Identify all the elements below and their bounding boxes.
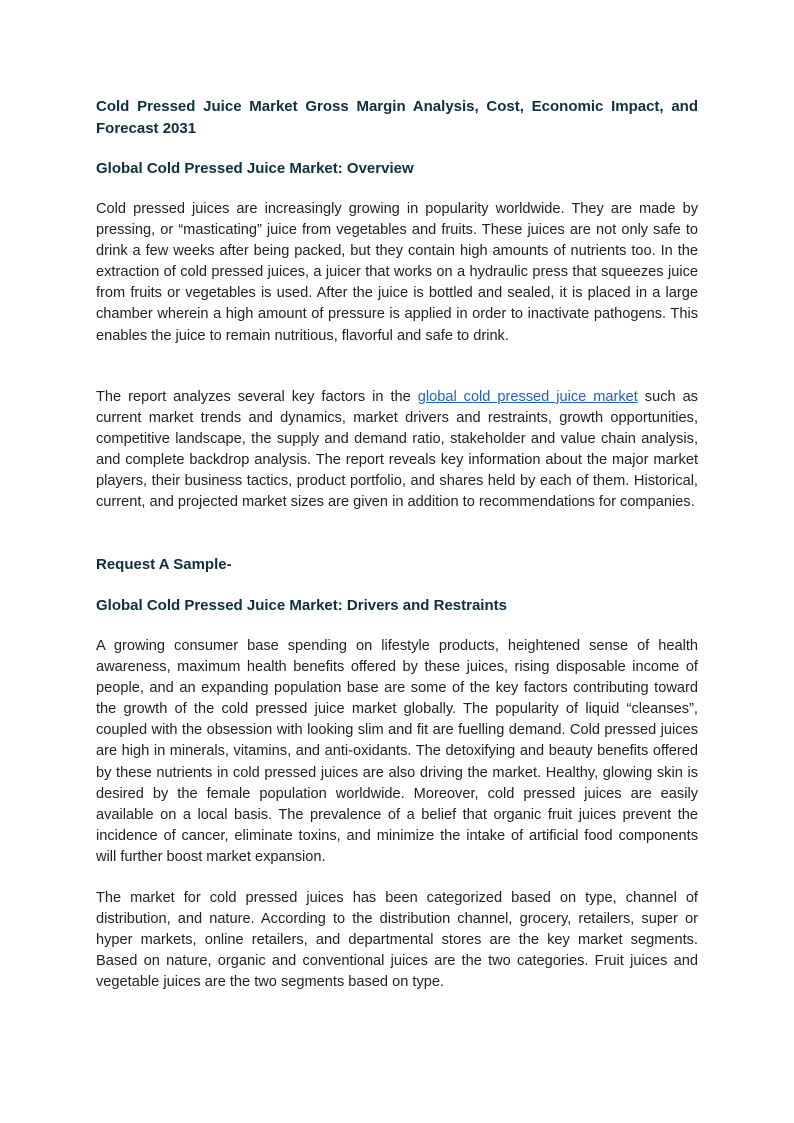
overview-paragraph-2 [96,387,698,514]
drivers-paragraph-1: A growing consumer base spending on lifestyle products, heightened sense of health awareness, maximum health benefits offered by these juices, rising disposable income of people, and an expanding population base are some of the key factors contributing toward the growth of the cold pressed juice market globally. The popularity of liquid “cleanses”, coupled with the obsession with looking slim and fit are fuelling demand. Cold pressed juices are high in minerals, vitamins, and anti-oxidants. The detoxifying and beauty benefits offered by these nutrients in cold pressed juices are also driving the market. Healthy, glowing skin is desired by the female population worldwide. Moreover, cold pressed juices are easily available on a local basis. The prevalence of a belief that organic fruit juices prevent the incidence of cancer, eliminate toxins, and minimize the intake of artificial food components will further boost market expansion. [96,638,698,865]
document-title: Cold Pressed Juice Market Gross Margin Analysis, Cost, Economic Impact, and Forecast 2031 [96,98,698,137]
overview-heading: Global Cold Pressed Juice Market: Overview [96,160,414,177]
drivers-paragraph-2: The market for cold pressed juices has been categorized based on type, channel of distribution, and nature. According to the distribution channel, grocery, retailers, super or hyper markets, online retailers, and departmental stores are the key market segments. Based on nature, organic and conventional juices are the two categories. Fruit juices and vegetable juices are the two segments based on type. [96,890,698,991]
request-sample-heading: Request A Sample- [96,556,232,573]
paragraph-text: such as current market trends and dynamics, market drivers and restraints, growth opportunities, competitive landscape, the supply and demand ratio, stakeholder and value chain analysis, and complete backdrop analysis. The report reveals key information about the major market players, their business tactics, product portfolio, and shares held by each of them. Historical, current, and projected market sizes are given in addition to recommendations for companies. [96,389,698,511]
drivers-heading: Global Cold Pressed Juice Market: Drivers and Restraints [96,597,507,614]
overview-paragraph-1: Cold pressed juices are increasingly growing in popularity worldwide. They are made by pressing, or “masticating” juice from vegetables and fruits. These juices are not only safe to drink a few weeks after being packed, but they contain high amounts of nutrients too. In the extraction of cold pressed juices, a juicer that works on a hydraulic press that squeezes juice from fruits or vegetables is used. After the juice is bottled and sealed, it is placed in a large chamber wherein a high amount of pressure is applied in order to inactivate pathogens. This enables the juice to remain nutritious, flavorful and safe to drink. [96,201,698,344]
paragraph-text: The report analyzes several key factors in the [96,389,418,405]
market-link[interactable]: global cold pressed juice market [417,389,638,405]
